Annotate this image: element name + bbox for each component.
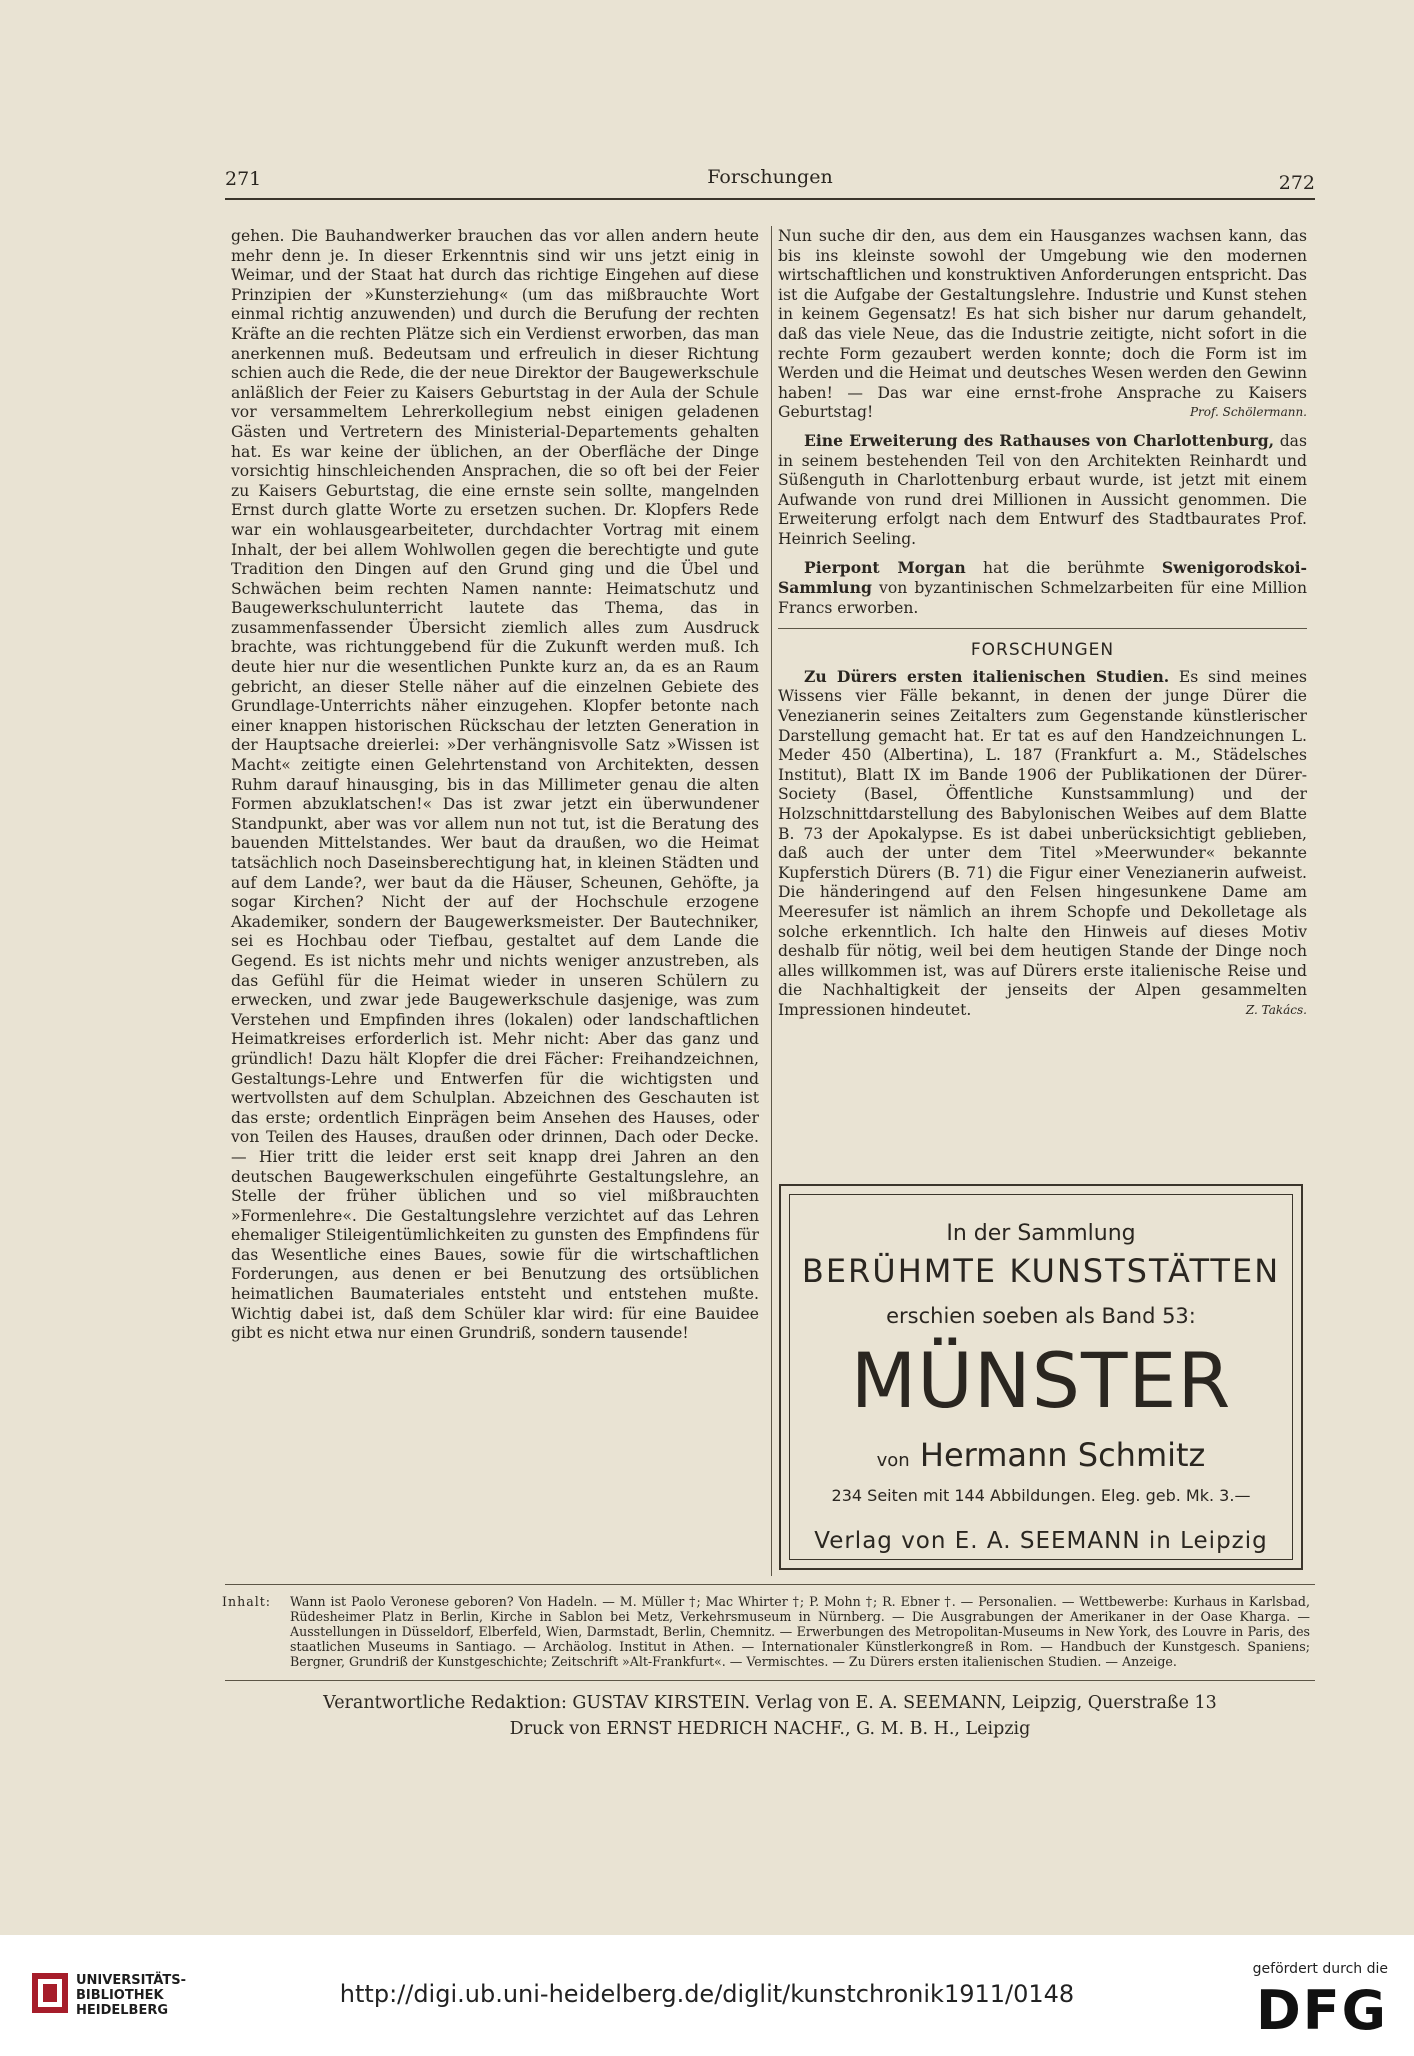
right-paragraph-1	[778, 227, 1307, 423]
contents-text: Wann ist Paolo Veronese geboren? Von Hadeln. — M. Müller †; Mac Whirter †; P. Mohn †; R. Ebner †. — Personalien. — Wettbewerbe: Kurhaus in Karlsbad, Rüdesheimer Platz in Berlin, Kirche in Sablon bei Metz, Verkehrsmuseum in Nürnberg. — Die Ausgrabungen der Amerikaner in der Oase Kharga. — Ausstellungen in Düsseldorf, Elberfeld, Wien, Darmstadt, Berlin, Chemnitz. — Erwerbungen des Metropolitan-Museums in New York, des Louvre in Paris, des staatlichen Museums in Santiago. — Archäolog. Institut in Athen. — Internationaler Künstlerkongreß in Rom. — Handbuch der Kunstgesch. Spaniens; Bergner, Grundriß der Kunstgeschichte; Zeitschrift »Alt-Frankfurt«. — Vermischtes. — Zu Dürers ersten italienischen Studien. — Anzeige.	[290, 1594, 1310, 1669]
contents-bottom-rule	[225, 1680, 1315, 1681]
ad-author-line	[781, 1436, 1301, 1474]
header-rule	[225, 198, 1315, 200]
ad-publisher: Verlag von E. A. SEEMANN in Leipzig	[814, 1528, 1268, 1554]
left-column	[231, 227, 759, 1344]
viewer-footer	[0, 1935, 1414, 2056]
imprint-editorial: Verantwortliche Redaktion: GUSTAV KIRSTEIN. Verlag von E. A. SEEMANN, Leipzig, Querstraße 13	[323, 1693, 1217, 1713]
table-of-contents	[222, 1594, 1310, 1669]
signature: Z. Takács.	[1245, 1002, 1307, 1017]
ad-author: Hermann Schmitz	[919, 1436, 1206, 1474]
permalink-url[interactable]: http://digi.ub.uni-heidelberg.de/diglit/kunstchronik1911/0148	[339, 1980, 1075, 2008]
right-paragraph-2	[778, 431, 1307, 550]
funding-note: gefördert durch die	[1252, 1961, 1388, 1977]
paragraph-heading: Eine Erweiterung des Rathauses von Charlottenburg,	[804, 430, 1275, 450]
contents-label: Inhalt:	[222, 1594, 272, 1609]
section-title: FORSCHUNGEN	[970, 640, 1115, 661]
paragraph-text: Es sind meines Wissens vier Fälle bekannt, in denen der junge Dürer die Venezianerin seines Zeitalters zum Gegenstande künstlerischer Darstellung gemacht hat. Er tat es auf den Handzeichnungen L. Meder 450 (Albertina), L. 187 (Frankfurt a. M., Städelsches Institut), Blatt IX im Bande 1906 der Publikationen der Dürer-Society (Basel, Öffentliche Kunstsammlung) und der Holzschnittdarstellung des Babylonischen Weibes auf dem Blatte B. 73 der Apokalypse. Es ist dabei unberücksichtigt geblieben, daß auch der unter dem Titel »Meerwunder« bekannte Kupferstich Dürers (B. 71) die Figur einer Venezianerin aufweist. Die händeringend auf den Felsen hingesunkene Dame am Meeresufer ist nämlich an ihrem Schopfe und Dekolletage als solche erkenntlich. Ich halte den Hinweis auf dieses Motiv deshalb für nötig, weil bei dem heutigen Stande der Dinge noch alles willkommen ist, was auf Dürers erste italienische Reise und die Nachhaltigkeit der jenseits der Alpen gesammelten Impressionen hindeutet.	[778, 667, 1307, 1019]
column-divider	[771, 226, 772, 1576]
ad-details: 234 Seiten mit 144 Abbildungen. Eleg. geb. Mk. 3.—	[831, 1486, 1251, 1505]
library-name-line: UNIVERSITÄTS-	[76, 1973, 186, 1988]
ad-author-prefix: von	[876, 1450, 910, 1471]
advertisement-box	[779, 1184, 1303, 1570]
right-column	[778, 227, 1307, 1029]
paragraph-text: Nun suche dir den, aus dem ein Hausganzes wachsen kann, das bis ins kleinste sowohl der Umgebung wie den modernen wirtschaftlichen und konstruktiven Anforderungen entspricht. Das ist die Aufgabe der Gestaltungslehre. Industrie und Kunst stehen in keinem Gegensatz! Es hat sich bisher nur darum gehandelt, daß das viele Neue, das die Industrie zeitigte, nicht sofort in die rechte Form gezaubert werden konnte; doch die Form ist im Werden und die Heimat und deutsches Wesen werden den Gewinn haben! — Das war eine ernst-frohe Ansprache zu Kaisers Geburtstag!	[778, 227, 1307, 422]
contents-top-rule	[225, 1584, 1315, 1585]
imprint	[225, 1690, 1315, 1742]
imprint-printer: Druck von ERNST HEDRICH NACHF., G. M. B. H., Leipzig	[509, 1719, 1031, 1739]
library-name-line: BIBLIOTHEK	[76, 1988, 164, 2003]
paragraph-text: hat die berühmte	[965, 558, 1162, 577]
signature: Prof. Schölermann.	[1189, 405, 1307, 420]
page-number-right: 272	[1278, 172, 1315, 194]
paragraph-text: von byzantinischen Schmelzarbeiten für eine Million Francs erworben.	[778, 579, 1307, 617]
paragraph-text: das in seinem bestehenden Teil von den Architekten Reinhardt und Süßenguth in Charlottenburg erbaut wurde, ist jetzt mit einem Aufwande von rund drei Millionen in Aussicht genommen. Die Erweiterung erfolgt nach dem Entwurf des Stadtbaurates Prof. Heinrich Seeling.	[778, 431, 1307, 548]
library-name-line: HEIDELBERG	[76, 2003, 169, 2018]
ad-collection-line: In der Sammlung	[946, 1221, 1136, 1246]
ad-series-title: BERÜHMTE KUNSTSTÄTTEN	[801, 1252, 1281, 1290]
paragraph-heading-2: Swenigorodskoi-Sammlung	[778, 557, 1307, 598]
section-rule	[778, 628, 1307, 629]
right-paragraph-4	[778, 667, 1307, 1021]
page-number-left: 271	[225, 168, 262, 190]
page-header	[225, 162, 1315, 198]
dfg-logo[interactable]: DFG	[1255, 1979, 1388, 2042]
right-paragraph-3	[778, 558, 1307, 619]
ad-volume-line: erschien soeben als Band 53:	[886, 1304, 1196, 1328]
paragraph-heading: Pierpont Morgan	[804, 557, 966, 577]
ad-book-title: MÜNSTER	[850, 1336, 1232, 1425]
paragraph-heading: Zu Dürers ersten italienischen Studien.	[804, 666, 1170, 686]
left-paragraph: gehen. Die Bauhandwerker brauchen das vor allen andern heute mehr denn je. In dieser Erkenntnis sind wir uns jetzt einig in Weimar, und der Staat hat durch das richtige Eingehen auf diese Prinzipien der »Kunsterziehung« (um das mißbrauchte Wort einmal richtig anzuwenden) und durch die Berufung der rechten Kräfte an die rechten Plätze sich ein Verdienst erworben, das man anerkennen muß. Bedeutsam und erfreulich in dieser Richtung schien auch die Rede, die der neue Direktor der Baugewerkschule anläßlich der Feier zu Kaisers Geburtstag in der Aula der Schule vor versammeltem Lehrerkollegium nebst einigen geladenen Gästen und Vertretern des Ministerial-Departements gehalten hat. Es war keine der üblichen, an der Oberfläche der Dinge vorsichtig hinschleichenden Ansprachen, die so oft bei der Feier zu Kaisers Geburtstag, die eine ernste sein sollte, mangelnden Ernst durch glatte Worte zu ersetzen suchen. Dr. Klopfers Rede war ein wohlausgearbeiteter, durchdachter Vortrag mit einem Inhalt, der bei allem Wohlwollen gegen die berechtigte und gute Tradition den Dingen auf den Grund ging und die Übel und Schwächen beim rechten Namen nannte: Heimatschutz und Baugewerkschulunterricht lautete das Thema, das in zusammenfassender Übersicht ziemlich alles zum Ausdruck brachte, was richtunggebend für die Zukunft werden muß. Ich deute hier nur die wesentlichen Punkte kurz an, da es an Raum gebricht, an dieser Stelle näher auf die einzelnen Gebiete des Grundlage-Unterrichts näher einzugehen. Klopfer betonte nach einer knappen historischen Rückschau der letzten Generation in der Hauptsache dreierlei: »Der verhängnisvolle Satz »Wissen ist Macht« zeitigte einen Gelehrtenstand von Architekten, dessen Ruhm darauf hinausging, bis in das Millimeter genau die alten Formen abzuklatschen!« Das ist zwar jetzt ein überwundener Standpunkt, aber was vor allem nun not tut, ist die Beratung des bauenden Mittelstandes. Wer baut da draußen, wo die Heimat tatsächlich noch Daseinsberechtigung hat, in kleinen Städten und auf dem Lande?, wer baut da die Häuser, Scheunen, Gehöfte, ja sogar Kirchen? Nicht der auf der Hochschule erzogene Akademiker, sondern der Baugewerksmeister. Der Bautechniker, sei es Hochbau oder Tiefbau, gestaltet auf dem Lande die Gegend. Es ist nichts mehr und nichts weniger anzustreben, als das Gefühl für die Heimat wieder in unseren Schülern zu erwecken, und zwar jede Baugewerkschule dasjenige, was zum Verstehen und Empfinden ihres (lokalen) oder landschaftlichen Heimatkreises erforderlich ist. Mehr nicht: Aber das ganz und gründlich! Dazu hält Klopfer die drei Fächer: Freihandzeichnen, Gestaltungs-Lehre und Entwerfen für die wichtigsten und wertvollsten auf dem Schulplan. Abzeichnen des Geschauten ist das erste; ordentlich Einprägen beim Ansehen des Hauses, oder von Teilen des Hauses, draußen oder drinnen, Dach oder Decke. — Hier tritt die leider erst seit knapp drei Jahren an den deutschen Baugewerkschulen eingeführte Gestaltungslehre, an Stelle der früher üblichen und so viel mißbrauchten »Formenlehre«. Die Gestaltungslehre verzichtet auf das Lehren ehemaliger Stileigentümlichkeiten zu gunsten des Empfindens für das Wesentliche eines Baues, sowie für die wirtschaftlichen Forderungen, aus denen er bei Benutzung des ortsüblichen heimatlichen Baumateriales entsteht und entstehen mußte. Wichtig dabei ist, daß dem Schüler klar wird: für eine Bauidee gibt es nicht etwa nur einen Grundriß, sondern tausende!	[231, 227, 759, 1343]
running-title: Forschungen	[707, 166, 833, 188]
